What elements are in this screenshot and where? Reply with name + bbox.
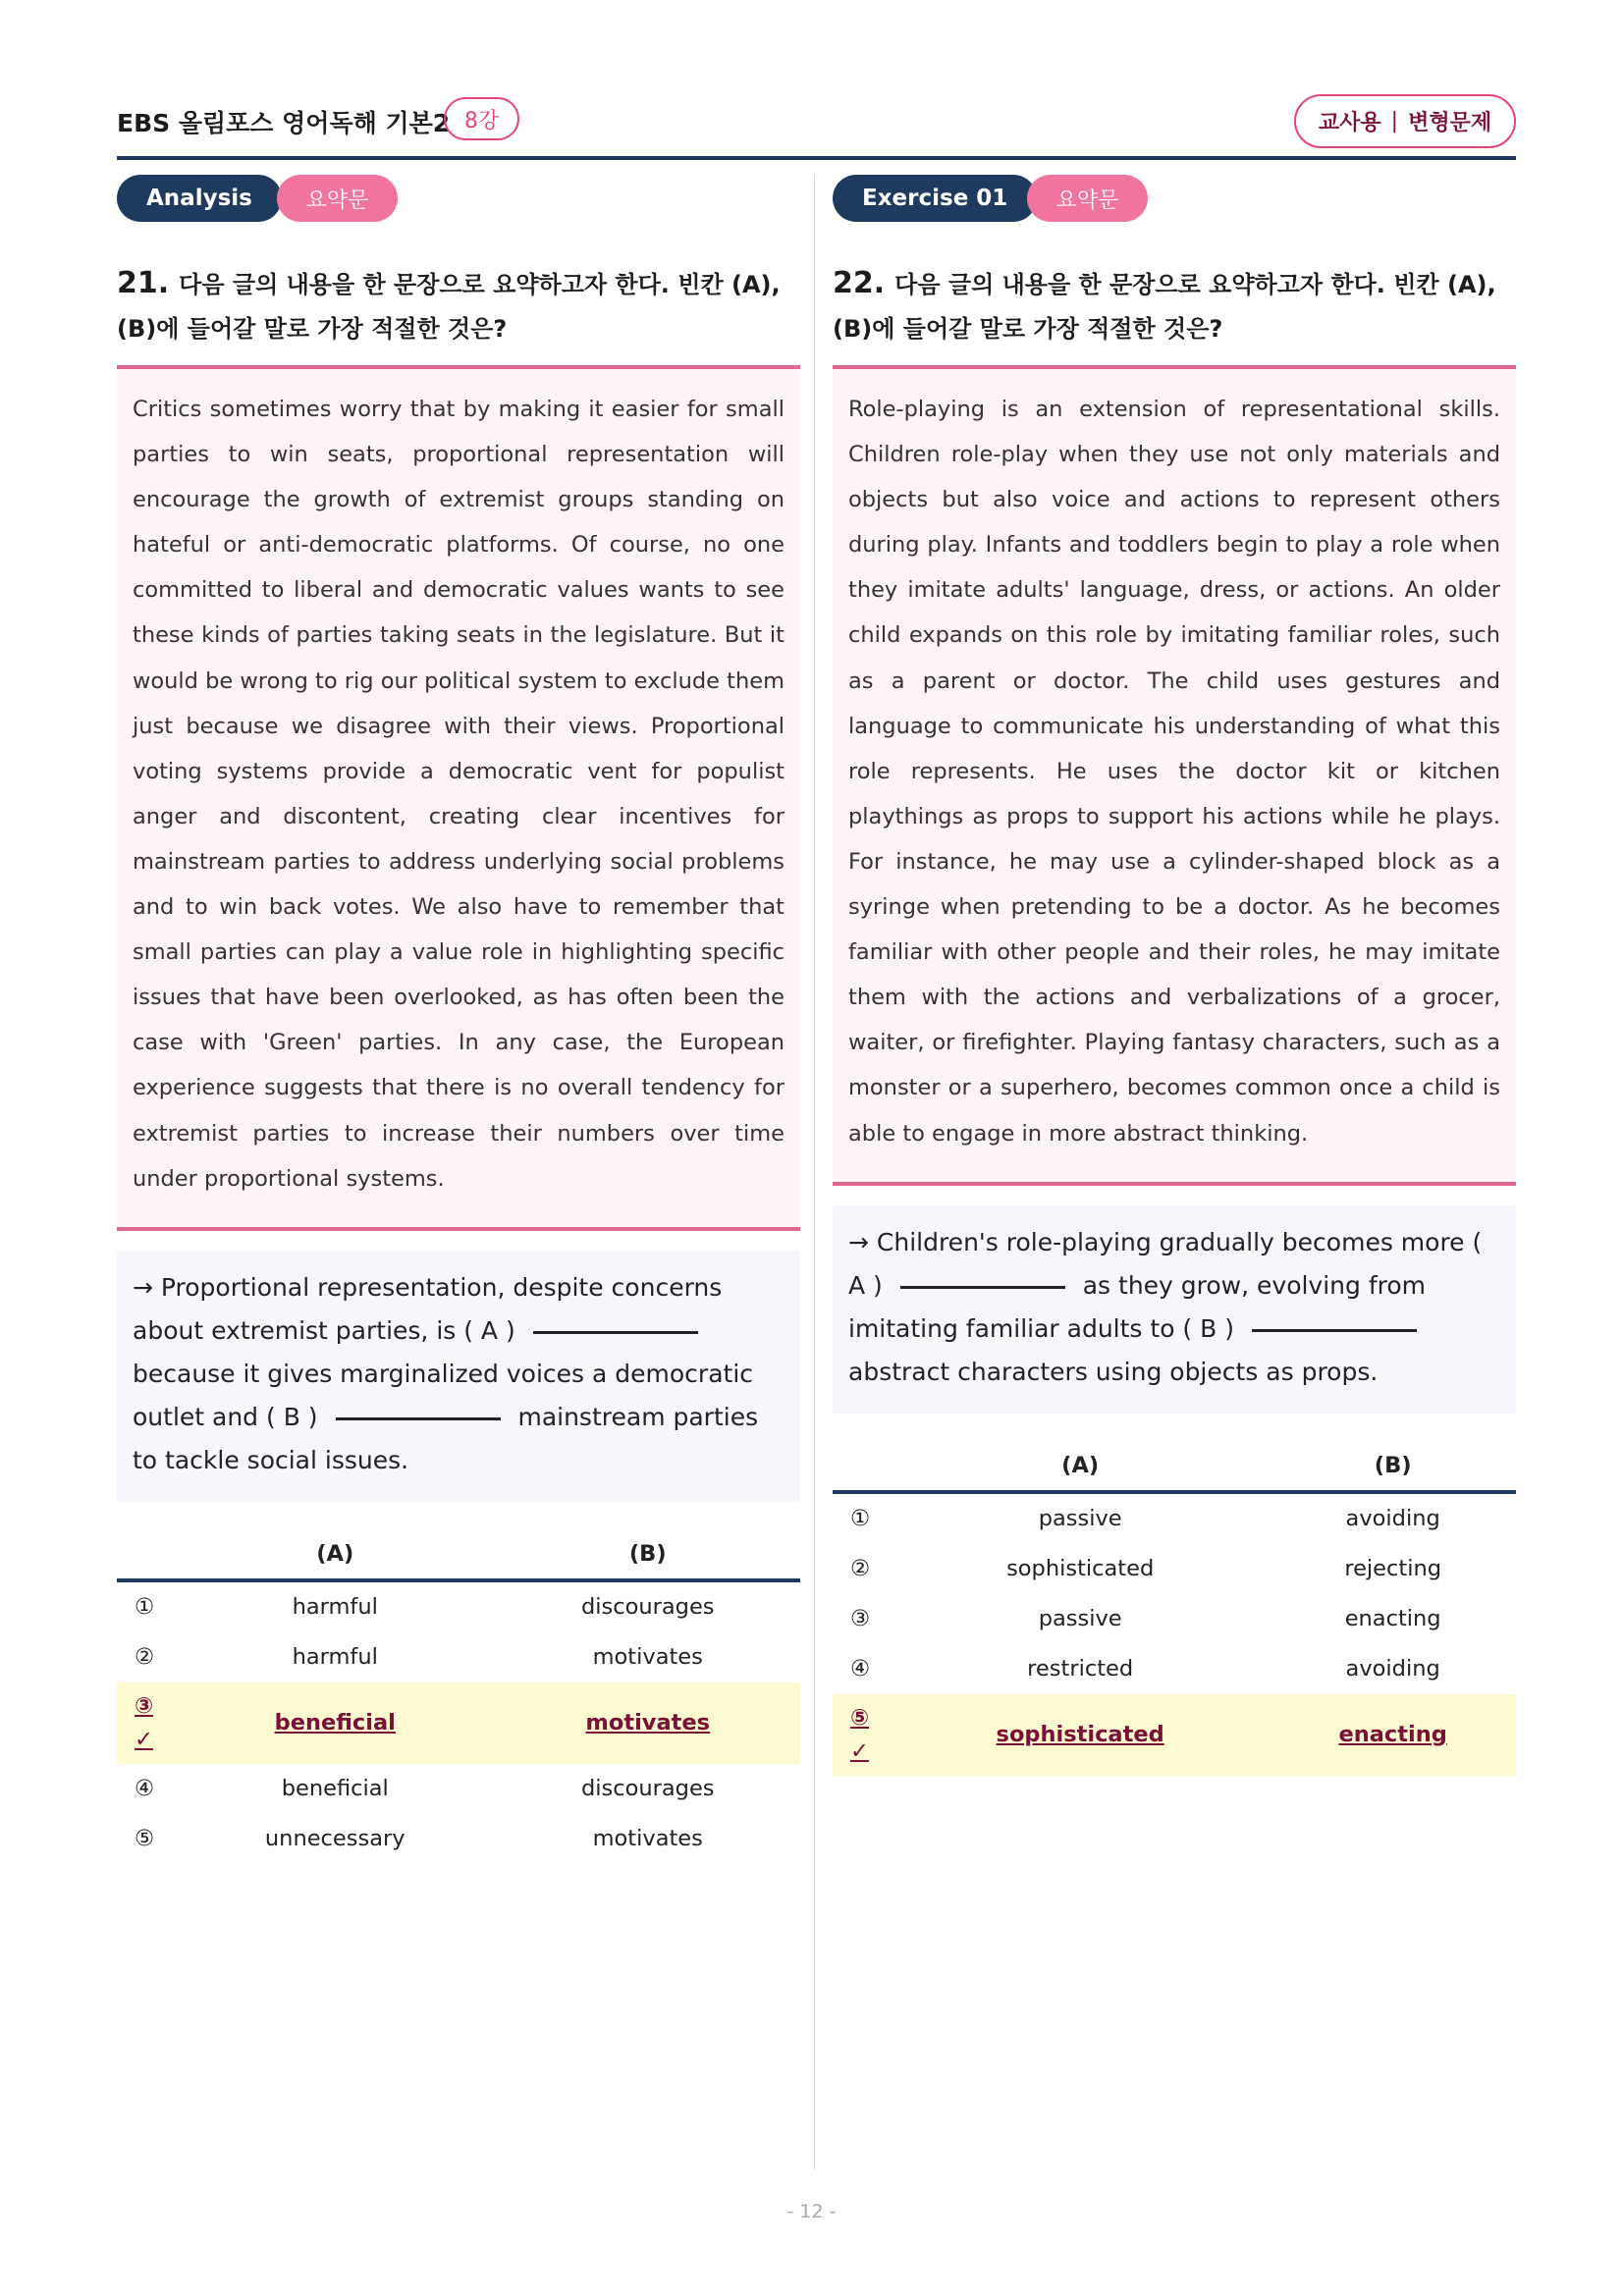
- summary-part-2: as they grow, evolving from imitating familiar adults to ( B ): [848, 1270, 1427, 1343]
- summary-part-2: because it gives marginalized voices a democratic outlet and ( B ): [133, 1359, 754, 1431]
- check-icon: ✓: [135, 1727, 153, 1753]
- option-number: ④: [135, 1776, 155, 1802]
- option-row[interactable]: [117, 1632, 800, 1682]
- option-row-answer[interactable]: [833, 1694, 1516, 1776]
- options-header-row: [833, 1441, 1516, 1492]
- header-rule: [117, 156, 1516, 160]
- left-badges: [117, 175, 800, 222]
- option-a: passive: [1038, 1606, 1122, 1632]
- options-header-a: (A): [175, 1529, 496, 1580]
- analysis-badge: Analysis: [117, 175, 282, 222]
- option-b: rejecting: [1344, 1556, 1441, 1582]
- option-b: [1270, 1694, 1516, 1776]
- question-number: 21.: [117, 266, 170, 300]
- question-text: 다음 글의 내용을 한 문장으로 요약하고자 한다. 빈칸 (A), (B)에 들어갈 말로 가장 적절한 것은?: [833, 271, 1496, 343]
- option-b: discourages: [580, 1594, 715, 1621]
- option-a: passive: [1038, 1506, 1122, 1532]
- option-row[interactable]: [117, 1580, 800, 1632]
- lesson-badge: 8강: [444, 97, 519, 140]
- option-b: avoiding: [1345, 1656, 1440, 1682]
- option-number: [833, 1694, 891, 1776]
- exercise-badge: Exercise 01: [833, 175, 1037, 222]
- option-row[interactable]: [833, 1644, 1516, 1694]
- summary-part-1: → Children's role-playing gradually becomes more ( A ): [848, 1227, 1483, 1300]
- right-column: [833, 175, 1516, 1776]
- page-number: - 12 -: [786, 2201, 837, 2222]
- summary-part-3: mainstream parties to tackle social issues.: [133, 1402, 759, 1474]
- summary-part-1: → Proportional representation, despite concerns about extremist parties, is ( A ): [133, 1272, 723, 1345]
- right-badges: [833, 175, 1516, 222]
- audience-label: 교사용: [1318, 111, 1381, 135]
- column-divider: [814, 175, 815, 2169]
- option-number: ③: [850, 1606, 871, 1632]
- option-number: ①: [850, 1506, 871, 1532]
- options-header-num: [833, 1441, 891, 1492]
- question-text: 다음 글의 내용을 한 문장으로 요약하고자 한다. 빈칸 (A), (B)에 들어갈 말로 가장 적절한 것은?: [117, 271, 781, 343]
- option-a: sophisticated: [1006, 1556, 1155, 1582]
- question-prompt: [833, 261, 1516, 351]
- reading-passage: Critics sometimes worry that by making it easier for small parties to win seats, proportional representation will encourage the growth of extremist groups standing on hateful or anti-democratic platforms. Of course, no one committed to liberal and democratic values wants to see these kinds of parties taking seats in the legislature. But it would be wrong to rig our political system to exclude them just because we disagree with their views. Proportional voting systems provide a democratic vent for populist anger and discontent, creating clear incentives for mainstream parties to address underlying social problems and to win back votes. We also have to remember that small parties can play a value role in highlighting specific issues that have been overlooked, as has often been the case with 'Green' parties. In any case, the European experience suggests that there is no overall tendency for extremist parties to increase their numbers over time under proportional systems.: [117, 369, 800, 1227]
- option-b-text: enacting: [1338, 1722, 1447, 1748]
- summary-part-3: abstract characters using objects as props.: [848, 1357, 1379, 1386]
- summary-sentence: [117, 1251, 800, 1502]
- option-row[interactable]: [833, 1544, 1516, 1594]
- options-header-num: [117, 1529, 175, 1580]
- option-a-text: sophisticated: [996, 1722, 1164, 1748]
- option-number: ②: [135, 1644, 155, 1671]
- option-number: ②: [850, 1556, 871, 1582]
- option-b: discourages: [580, 1776, 715, 1802]
- option-row[interactable]: [833, 1594, 1516, 1644]
- summary-type-badge: 요약문: [1027, 175, 1148, 222]
- answer-options-table: [117, 1529, 800, 1864]
- left-column: [117, 175, 800, 1864]
- summary-type-badge: 요약문: [277, 175, 398, 222]
- answer-options-table: [833, 1441, 1516, 1776]
- option-a: harmful: [292, 1594, 378, 1621]
- passage-bottom-rule: [833, 1182, 1516, 1186]
- blank-a: [533, 1330, 698, 1334]
- options-header-row: [117, 1529, 800, 1580]
- option-number: [117, 1682, 175, 1764]
- blank-b: [1252, 1328, 1417, 1332]
- book-title: EBS 올림포스 영어독해 기본2: [117, 109, 451, 137]
- reading-passage: Role-playing is an extension of representational skills. Children role-play when they use not only materials and objects but also voice and actions to represent others during play. Infants and toddlers begin to play a role when they imitate adults' language, dress, or actions. An older child expands on this role by imitating familiar roles, such as a parent or doctor. The child uses gestures and language to communicate his understanding of what this role represents. He uses the doctor kit or kitchen playthings as props to support his actions while he plays. For instance, he may use a cylinder-shaped block as a syringe when pretending to be a doctor. As he becomes familiar with other people and their roles, he may imitate them with the actions and verbalizations of a grocer, waiter, or firefighter. Playing fantasy characters, such as a monster or a superhero, becomes common once a child is able to engage in more abstract thinking.: [833, 369, 1516, 1182]
- audience-badge: [1294, 94, 1516, 148]
- options-header-b: (B): [496, 1529, 801, 1580]
- option-row-answer[interactable]: [117, 1682, 800, 1764]
- question-prompt: [117, 261, 800, 351]
- question-number: 22.: [833, 266, 886, 300]
- option-number-text: ⑤: [850, 1705, 870, 1732]
- option-row[interactable]: [833, 1492, 1516, 1544]
- option-number: ④: [850, 1656, 871, 1682]
- option-b-text: motivates: [585, 1710, 711, 1736]
- option-a: harmful: [292, 1644, 378, 1671]
- option-number-text: ③: [135, 1693, 154, 1720]
- option-b: avoiding: [1345, 1506, 1440, 1532]
- option-a: unnecessary: [264, 1826, 406, 1852]
- option-b: [496, 1682, 801, 1764]
- summary-sentence: [833, 1205, 1516, 1414]
- option-a: beneficial: [281, 1776, 389, 1802]
- blank-b: [336, 1416, 501, 1420]
- question-type-label: 변형문제: [1408, 111, 1492, 135]
- badge-separator: |: [1390, 109, 1399, 133]
- option-row[interactable]: [117, 1764, 800, 1814]
- option-b: enacting: [1344, 1606, 1441, 1632]
- blank-a: [900, 1285, 1065, 1289]
- option-b: motivates: [592, 1826, 703, 1852]
- option-a: restricted: [1027, 1656, 1134, 1682]
- option-b: motivates: [592, 1644, 703, 1671]
- option-number: ①: [135, 1594, 155, 1621]
- options-header-b: (B): [1270, 1441, 1516, 1492]
- check-icon: ✓: [850, 1738, 869, 1765]
- options-header-a: (A): [891, 1441, 1270, 1492]
- option-row[interactable]: [117, 1814, 800, 1864]
- option-a: [891, 1694, 1270, 1776]
- option-a: [175, 1682, 496, 1764]
- option-number: ⑤: [135, 1826, 155, 1852]
- passage-bottom-rule: [117, 1227, 800, 1231]
- option-a-text: beneficial: [274, 1710, 396, 1736]
